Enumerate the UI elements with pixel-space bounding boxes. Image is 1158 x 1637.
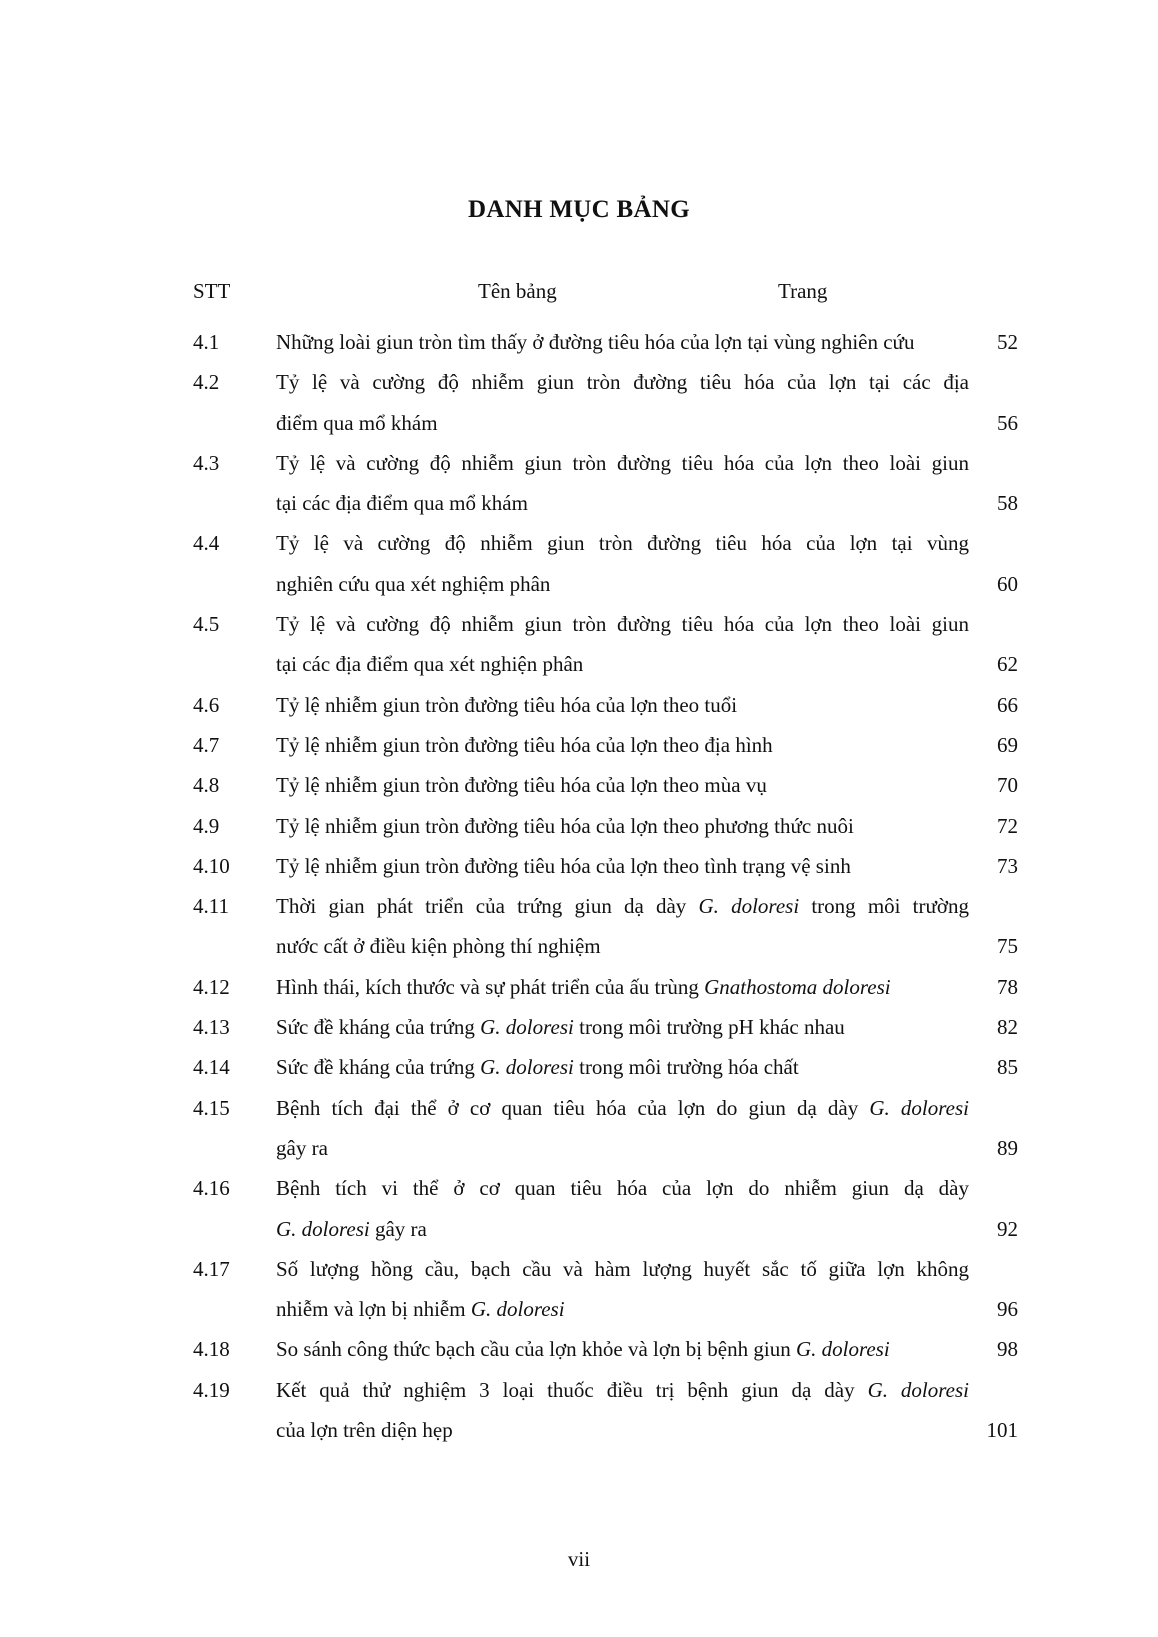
table-title — [276, 967, 969, 1007]
page-ref: 96 — [997, 1297, 1018, 1322]
page-ref: 52 — [997, 330, 1018, 354]
list-item-line — [0, 1007, 1158, 1047]
table-title — [276, 806, 969, 846]
table-title — [276, 443, 969, 483]
list-item — [0, 1088, 1158, 1169]
list-item — [0, 443, 1158, 524]
list-item-line — [0, 765, 1158, 805]
list-item — [0, 1329, 1158, 1369]
species-name: G. doloresi — [480, 1015, 574, 1040]
list-item-line — [0, 967, 1158, 1007]
page-number: vii — [567, 1547, 591, 1571]
table-number: 4.6 — [193, 692, 220, 717]
table-title — [276, 644, 969, 684]
page-ref: 69 — [997, 732, 1018, 757]
species-name: G. doloresi — [276, 1216, 370, 1241]
table-title — [276, 846, 969, 886]
table-number: 4.19 — [193, 1377, 230, 1402]
table-title — [276, 1128, 969, 1168]
page-ref: 60 — [997, 571, 1018, 596]
list-item — [0, 1370, 1158, 1451]
list-item-line — [0, 483, 1158, 523]
list-item-line — [0, 604, 1158, 644]
table-title — [276, 362, 969, 402]
title-text: trong môi trường hóa chất — [573, 1055, 799, 1080]
title-text: Tỷ lệ nhiễm giun tròn đường tiêu hóa của lợn theo tuổi — [276, 692, 738, 717]
title-text: nhiễm và lợn bị nhiễm — [276, 1297, 471, 1322]
list-item — [0, 685, 1158, 725]
page-ref: 66 — [997, 692, 1018, 717]
page-ref: 56 — [997, 410, 1018, 435]
table-number: 4.7 — [193, 732, 220, 757]
list-item-line — [0, 926, 1158, 966]
page-title: DANH MỤC BẢNG — [468, 196, 690, 223]
page-ref: 85 — [997, 1055, 1018, 1080]
title-text: Tỷ lệ và cường độ nhiễm giun tròn đường tiêu hóa của lợn theo loài giun — [276, 450, 969, 475]
list-item — [0, 1249, 1158, 1330]
title-text: trong môi trường — [799, 894, 969, 919]
table-number: 4.18 — [193, 1337, 230, 1362]
table-number: 4.10 — [193, 853, 230, 878]
title-text: Tỷ lệ và cường độ nhiễm giun tròn đường tiêu hóa của lợn tại các địa — [276, 370, 969, 395]
table-number: 4.12 — [193, 974, 230, 999]
species-name: G. doloresi — [470, 1297, 565, 1322]
table-title — [276, 564, 969, 604]
table-number: 4.3 — [193, 450, 220, 475]
page-ref: 98 — [997, 1337, 1018, 1362]
title-text: điểm qua mổ khám — [276, 410, 438, 435]
species-name: Gnathostoma doloresi — [704, 974, 891, 999]
list-item-line — [0, 564, 1158, 604]
table-title — [276, 1410, 969, 1450]
title-text: Bệnh tích đại thể ở cơ quan tiêu hóa của lợn do giun dạ dày — [276, 1095, 870, 1120]
table-title — [276, 1329, 969, 1369]
column-header-stt: STT — [193, 279, 231, 303]
column-header-table-name: Tên bảng — [478, 279, 557, 303]
table-number: 4.9 — [193, 813, 220, 838]
title-text: gây ra — [369, 1216, 427, 1241]
list-item-line — [0, 1128, 1158, 1168]
table-number: 4.16 — [193, 1176, 230, 1201]
title-text: Kết quả thử nghiệm 3 loại thuốc điều trị bệnh giun dạ dày — [276, 1377, 868, 1402]
table-title — [276, 1047, 969, 1087]
list-item-line — [0, 685, 1158, 725]
title-text: Sức đề kháng của trứng — [276, 1015, 481, 1040]
page-ref: 92 — [997, 1216, 1018, 1241]
title-text: tại các địa điểm qua xét nghiện phân — [276, 652, 584, 677]
list-item — [0, 322, 1158, 362]
list-item — [0, 1168, 1158, 1249]
list-item — [0, 765, 1158, 805]
table-number: 4.5 — [193, 612, 220, 637]
list-item-line — [0, 806, 1158, 846]
table-title — [276, 322, 969, 362]
page-ref: 62 — [997, 652, 1018, 677]
list-item-line — [0, 1329, 1158, 1369]
species-name: G. doloresi — [795, 1337, 890, 1362]
list-item — [0, 806, 1158, 846]
page-ref: 58 — [997, 491, 1018, 516]
list-item-line — [0, 1047, 1158, 1087]
table-title — [276, 604, 969, 644]
table-title — [276, 1209, 969, 1249]
table-title — [276, 1249, 969, 1289]
species-name: G. doloresi — [480, 1055, 574, 1080]
title-text: trong môi trường pH khác nhau — [573, 1015, 845, 1040]
table-title — [276, 1289, 969, 1329]
species-name: G. doloresi — [869, 1095, 969, 1120]
page-ref: 73 — [997, 853, 1018, 878]
table-number: 4.2 — [193, 370, 220, 395]
page-ref: 78 — [997, 974, 1018, 999]
list-item-line — [0, 644, 1158, 684]
list-item — [0, 1047, 1158, 1087]
title-text: Tỷ lệ và cường độ nhiễm giun tròn đường tiêu hóa của lợn theo loài giun — [276, 612, 969, 637]
title-text: Tỷ lệ nhiễm giun tròn đường tiêu hóa của lợn theo địa hình — [276, 732, 773, 757]
column-header-page: Trang — [778, 279, 828, 303]
table-title — [276, 1168, 969, 1208]
table-title — [276, 1088, 969, 1128]
list-item — [0, 362, 1158, 443]
list-item — [0, 967, 1158, 1007]
title-text: Tỷ lệ nhiễm giun tròn đường tiêu hóa của lợn theo phương thức nuôi — [276, 813, 854, 838]
title-text: tại các địa điểm qua mổ khám — [276, 491, 528, 516]
table-number: 4.14 — [193, 1055, 230, 1080]
title-text: nghiên cứu qua xét nghiệm phân — [276, 571, 551, 596]
title-text: Hình thái, kích thước và sự phát triển của ấu trùng — [276, 974, 705, 999]
list-item-line — [0, 1410, 1158, 1450]
list-item-line — [0, 1249, 1158, 1289]
species-name: G. doloresi — [867, 1377, 969, 1402]
list-item — [0, 1007, 1158, 1047]
table-title — [276, 1007, 969, 1047]
page-ref: 101 — [986, 1418, 1018, 1443]
title-text: của lợn trên diện hẹp — [276, 1418, 453, 1443]
table-title — [276, 725, 969, 765]
list-item-line — [0, 1088, 1158, 1128]
table-number: 4.13 — [193, 1015, 230, 1040]
table-title — [276, 523, 969, 563]
list-item — [0, 725, 1158, 765]
title-text: Tỷ lệ nhiễm giun tròn đường tiêu hóa của lợn theo tình trạng vệ sinh — [276, 853, 851, 878]
list-item — [0, 523, 1158, 604]
title-text: gây ra — [276, 1135, 328, 1160]
table-title — [276, 483, 969, 523]
title-text: nước cất ở điều kiện phòng thí nghiệm — [276, 934, 601, 959]
table-number: 4.1 — [193, 330, 220, 354]
page-ref: 89 — [997, 1135, 1018, 1160]
list-item-line — [0, 725, 1158, 765]
table-title — [276, 926, 969, 966]
list-item-line — [0, 523, 1158, 563]
table-number: 4.11 — [193, 894, 229, 919]
table-of-tables-list — [0, 322, 1158, 1450]
title-text: Tỷ lệ nhiễm giun tròn đường tiêu hóa của lợn theo mùa vụ — [276, 773, 767, 798]
title-text: Số lượng hồng cầu, bạch cầu và hàm lượng huyết sắc tố giữa lợn không — [276, 1256, 969, 1281]
table-title — [276, 765, 969, 805]
list-item-line — [0, 362, 1158, 402]
list-item-line — [0, 886, 1158, 926]
page-ref: 70 — [997, 773, 1018, 798]
list-item-line — [0, 1289, 1158, 1329]
list-item-line — [0, 322, 1158, 362]
title-text: Thời gian phát triển của trứng giun dạ dày — [276, 894, 699, 919]
page-ref: 82 — [997, 1015, 1018, 1040]
title-text: Bệnh tích vi thể ở cơ quan tiêu hóa của lợn do nhiễm giun dạ dày — [276, 1176, 969, 1201]
table-number: 4.17 — [193, 1256, 230, 1281]
table-number: 4.15 — [193, 1095, 230, 1120]
title-text: So sánh công thức bạch cầu của lợn khỏe và lợn bị bệnh giun — [276, 1337, 796, 1362]
list-item-line — [0, 846, 1158, 886]
list-item-line — [0, 1168, 1158, 1208]
page-ref: 72 — [997, 813, 1018, 838]
table-number: 4.8 — [193, 773, 220, 798]
table-title — [276, 886, 969, 926]
list-item — [0, 886, 1158, 967]
title-text: Những loài giun tròn tìm thấy ở đường tiêu hóa của lợn tại vùng nghiên cứu — [276, 330, 915, 354]
list-item-line — [0, 403, 1158, 443]
list-item-line — [0, 443, 1158, 483]
species-name: G. doloresi — [698, 894, 800, 919]
page-ref: 75 — [997, 934, 1018, 959]
table-title — [276, 685, 969, 725]
list-item-line — [0, 1370, 1158, 1410]
table-number: 4.4 — [193, 531, 220, 556]
title-text: Tỷ lệ và cường độ nhiễm giun tròn đường tiêu hóa của lợn tại vùng — [276, 531, 969, 556]
list-item — [0, 604, 1158, 685]
title-text: Sức đề kháng của trứng — [276, 1055, 481, 1080]
table-title — [276, 403, 969, 443]
table-title — [276, 1370, 969, 1410]
list-item — [0, 846, 1158, 886]
list-item-line — [0, 1209, 1158, 1249]
